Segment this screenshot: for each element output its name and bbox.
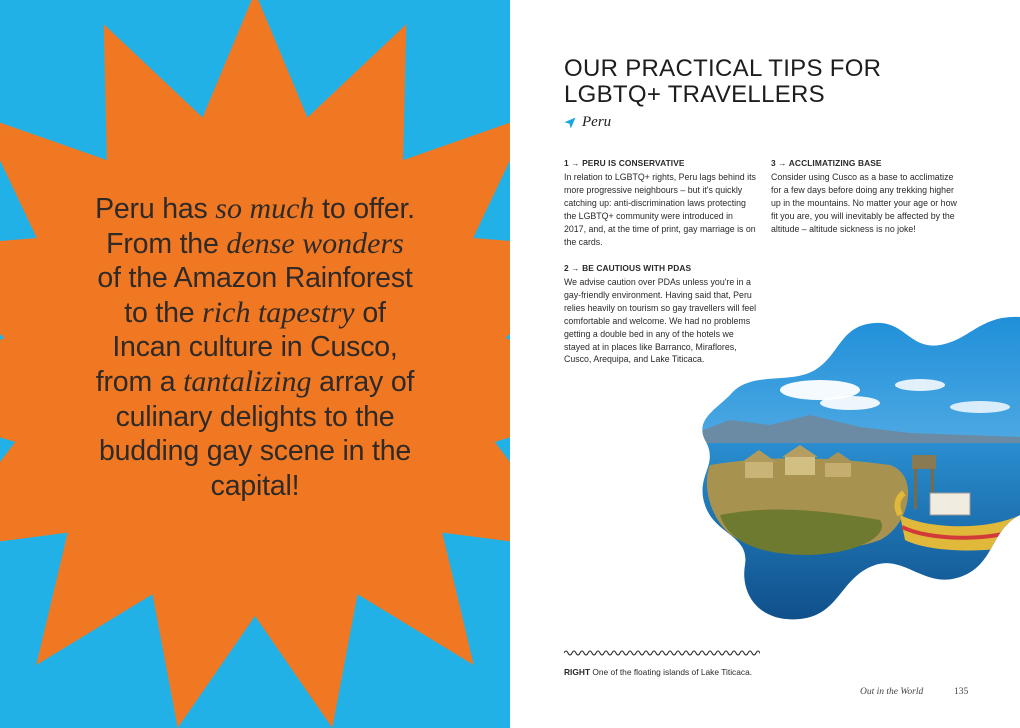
quote-emphasis-2: dense wonders — [226, 226, 404, 260]
quote-emphasis-4: tantalizing — [183, 364, 312, 398]
page-number: 135 — [954, 687, 969, 697]
tip-1-heading: 1 → PERU IS CONSERVATIVE — [564, 158, 685, 168]
tip-1 — [564, 157, 757, 248]
tip-3-body: Consider using Cusco as a base to acclimatize for a few days before doing any trekking higher up in the mountains. No matter your age or how fit you are, you will inevitably be affected by the altitude – altitude sickness is no joke! — [771, 172, 957, 234]
pull-quote — [95, 192, 415, 503]
wavy-divider — [564, 648, 760, 658]
lake-titicaca-photo — [690, 315, 1020, 621]
location-arrow-icon — [564, 117, 576, 129]
tip-3 — [771, 157, 964, 236]
tip-3-heading: 3 → ACCLIMATIZING BASE — [771, 158, 882, 168]
photo-caption — [564, 667, 752, 677]
tip-2-heading: 2 → BE CAUTIOUS WITH PDAS — [564, 263, 692, 273]
caption-direction-label: RIGHT — [564, 667, 591, 677]
tip-2-body: We advise caution over PDAs unless you're in a gay-friendly environment. Having said that, Peru relies heavily on tourism so gay travellers will feel comfortable and welcome. We had no problems getting a double bed in any of the hotels we stayed at in places like Barranco, Miraflores, Cusco, Arequipa, and Lake Titicaca. — [564, 277, 757, 365]
caption-text: One of the floating islands of Lake Titicaca. — [590, 667, 753, 677]
quote-emphasis-3: rich tapestry — [202, 295, 355, 329]
right-page — [510, 0, 1020, 728]
location-tag — [564, 114, 611, 131]
running-footer-title: Out in the World — [860, 687, 924, 697]
quote-text-1: Peru has — [95, 193, 216, 225]
location-label: Peru — [582, 114, 612, 130]
quote-emphasis-1: so much — [215, 192, 315, 225]
quote-text-5: array of culinary delights to the budding gay scene in the capital! — [98, 365, 415, 502]
quote-text-3: of the Amazon Rainforest to the — [97, 262, 413, 329]
quote-text-2: to offer. From the — [106, 193, 415, 260]
page-title: OUR PRACTICAL TIPS FOR LGBTQ+ TRAVELLERS — [564, 55, 882, 108]
tip-1-body: In relation to LGBTQ+ rights, Peru lags behind its more progressive neighbours – but it's quickly catching up: anti-discrimination laws protecting the LGBTQ+ community were introduced in 2017, and, at the time of print, gay marriage is on the cards. — [564, 172, 756, 247]
quote-text-4: of Incan culture in Cusco, from a — [95, 296, 398, 398]
